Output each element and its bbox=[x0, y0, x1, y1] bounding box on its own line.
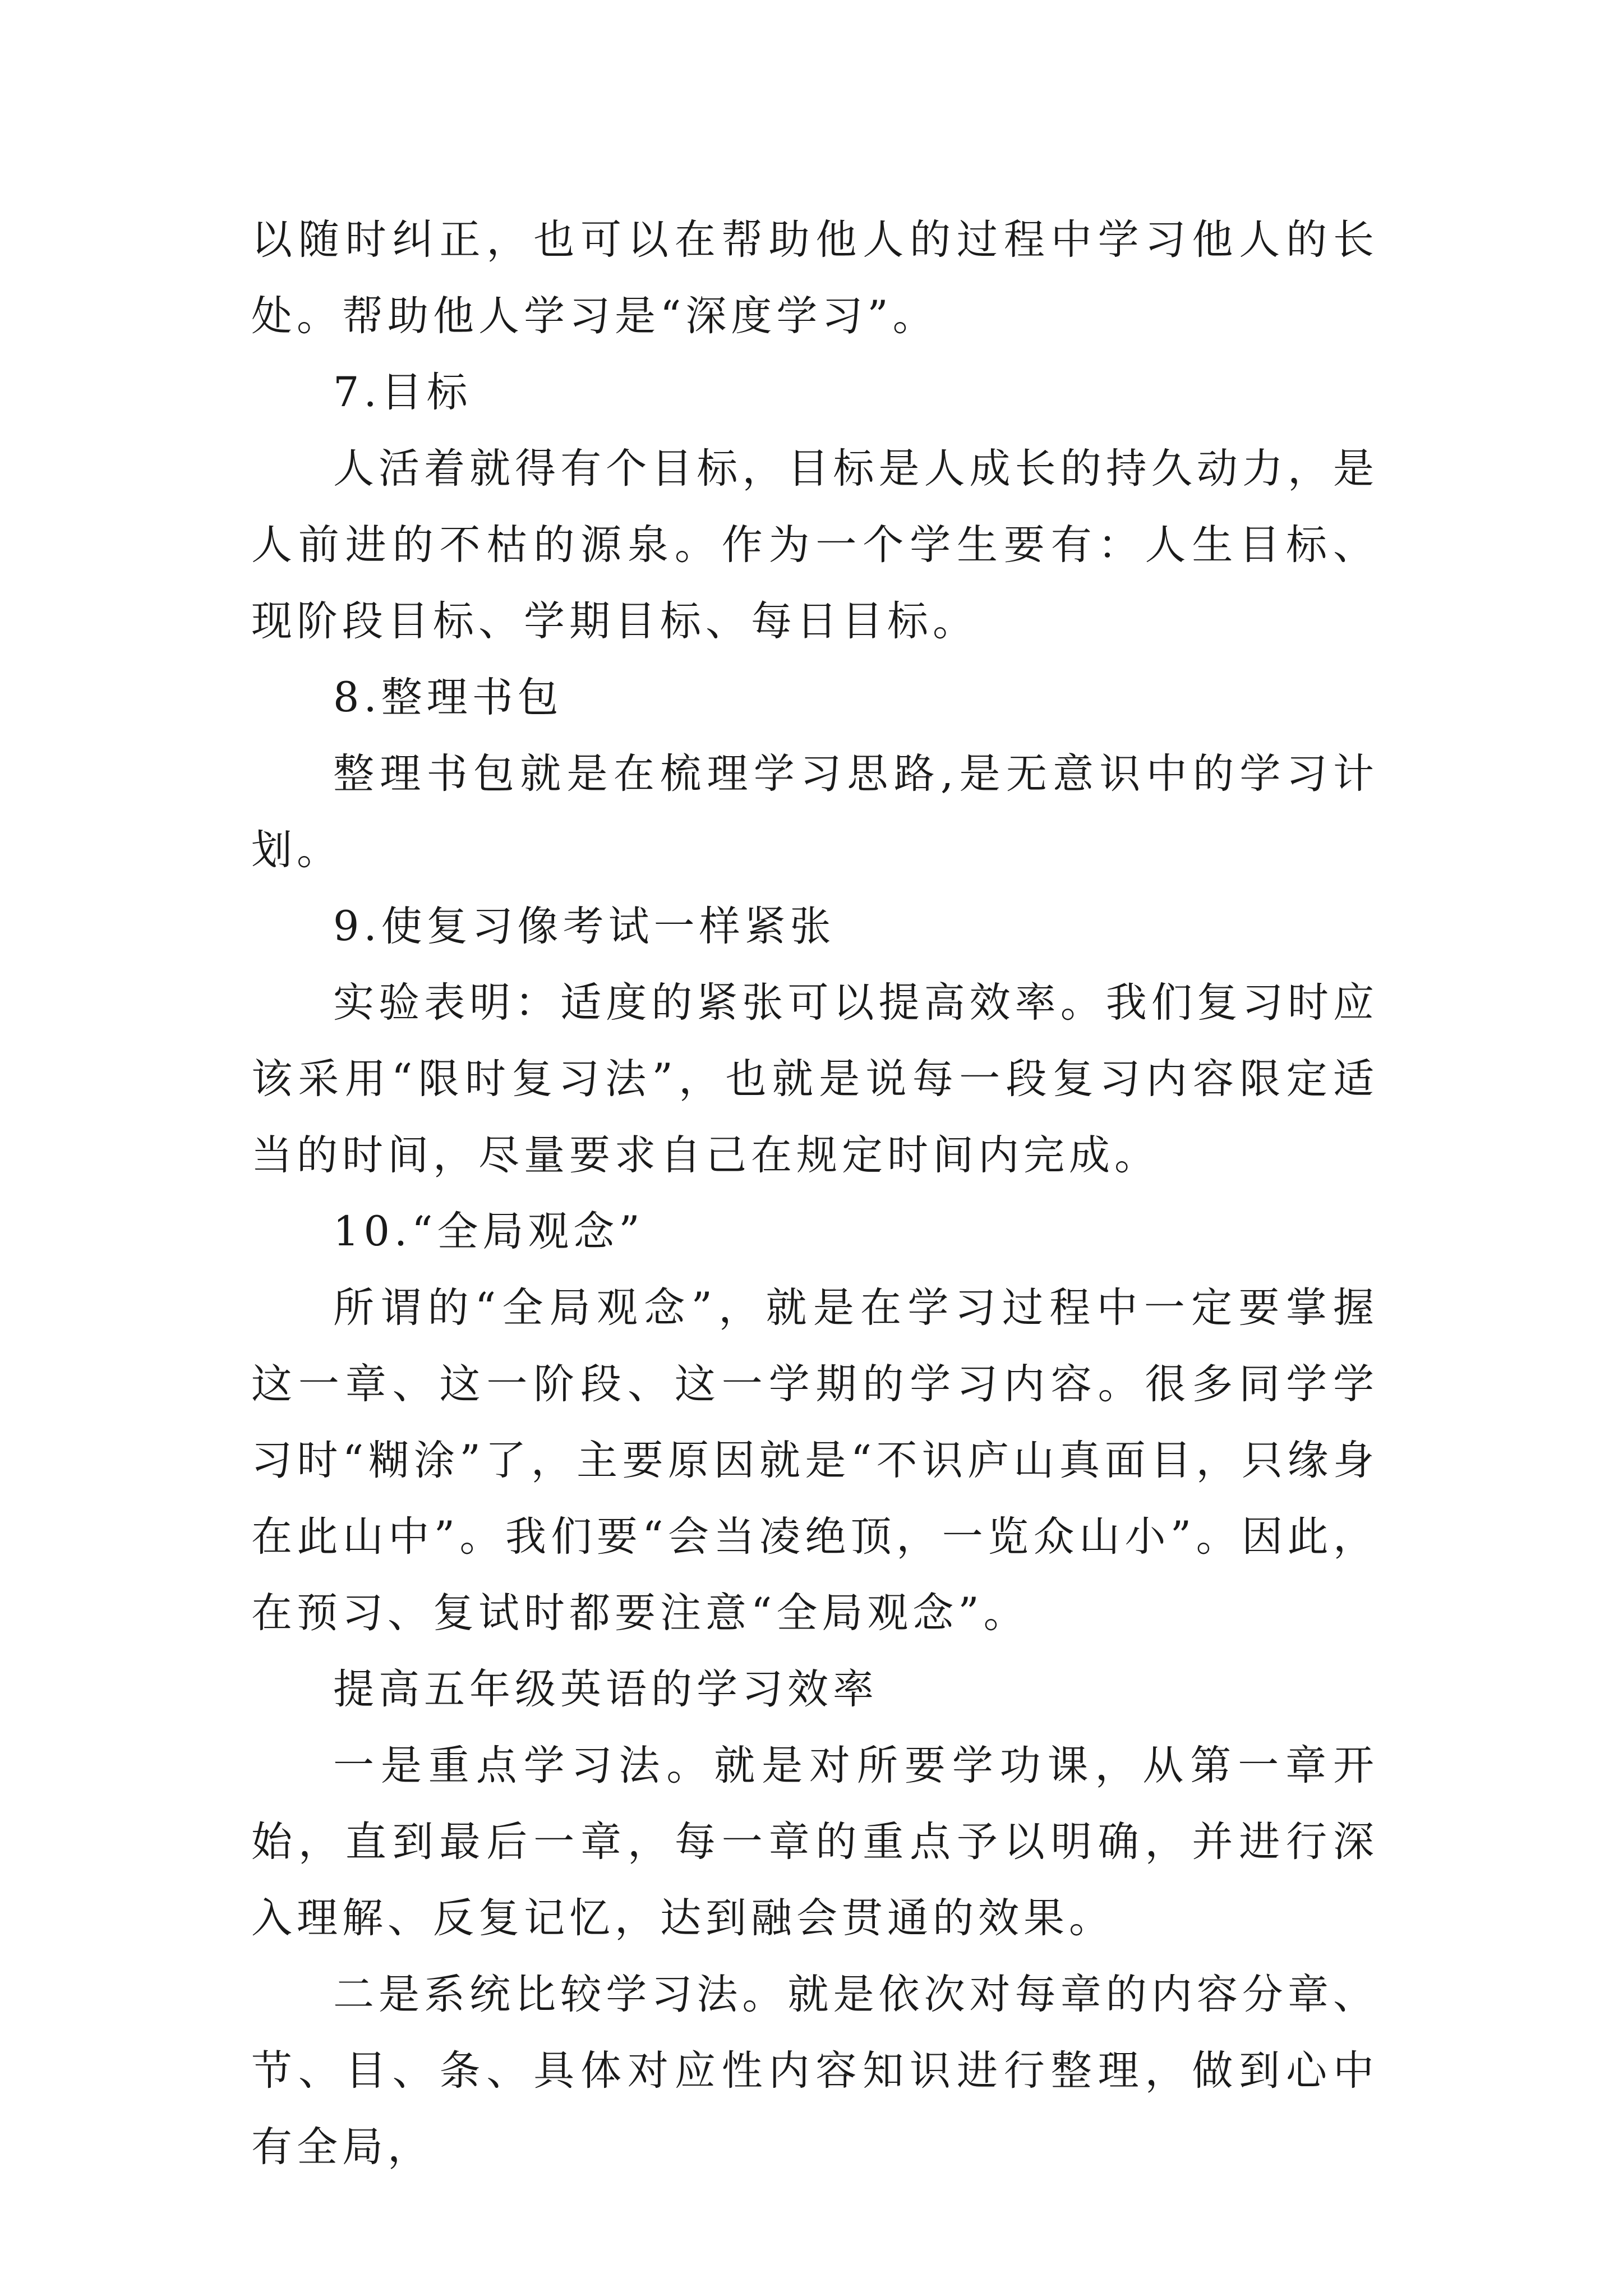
section-heading-english-efficiency: 提高五年级英语的学习效率 bbox=[333, 1665, 878, 1713]
document-page bbox=[251, 202, 1378, 2185]
paragraph-review: 实验表明：适度的紧张可以提高效率。我们复习时应该采用“限时复习法”，也就是说每一段复习内容限定适当的时间，尽量要求自己在规定时间内完成。 bbox=[251, 979, 1378, 1179]
section-heading-schoolbag: 8.整理书包 bbox=[333, 674, 563, 721]
paragraph-schoolbag: 整理书包就是在梳理学习思路,是无意识中的学习计划。 bbox=[251, 750, 1378, 874]
paragraph-systematic-method: 二是系统比较学习法。就是依次对每章的内容分章、节、目、条、具体对应性内容知识进行整理，做到心中有全局， bbox=[251, 1971, 1378, 2171]
section-heading-goal: 7.目标 bbox=[333, 369, 472, 416]
paragraph-overall-view: 所谓的“全局观念”，就是在学习过程中一定要掌握这一章、这一阶段、这一学期的学习内容。很多同学学习时“糊涂”了，主要原因就是“不识庐山真面目，只缘身在此山中”。我们要“会当凌绝顶，一览众山小”。因此，在预习、复试时都要注意“全局观念”。 bbox=[251, 1284, 1378, 1637]
paragraph-continuation: 以随时纠正，也可以在帮助他人的过程中学习他人的长处。帮助他人学习是“深度学习”。 bbox=[251, 216, 1378, 340]
section-heading-review: 9.使复习像考试一样紧张 bbox=[333, 903, 836, 950]
section-heading-overall-view: 10.“全局观念” bbox=[333, 1208, 644, 1255]
paragraph-goal: 人活着就得有个目标，目标是人成长的持久动力，是人前进的不枯的源泉。作为一个学生要有：人生目标、现阶段目标、学期目标、每日目标。 bbox=[251, 445, 1378, 645]
paragraph-key-point-method: 一是重点学习法。就是对所要学功课，从第一章开始，直到最后一章，每一章的重点予以明确，并进行深入理解、反复记忆，达到融会贯通的效果。 bbox=[251, 1742, 1378, 1942]
